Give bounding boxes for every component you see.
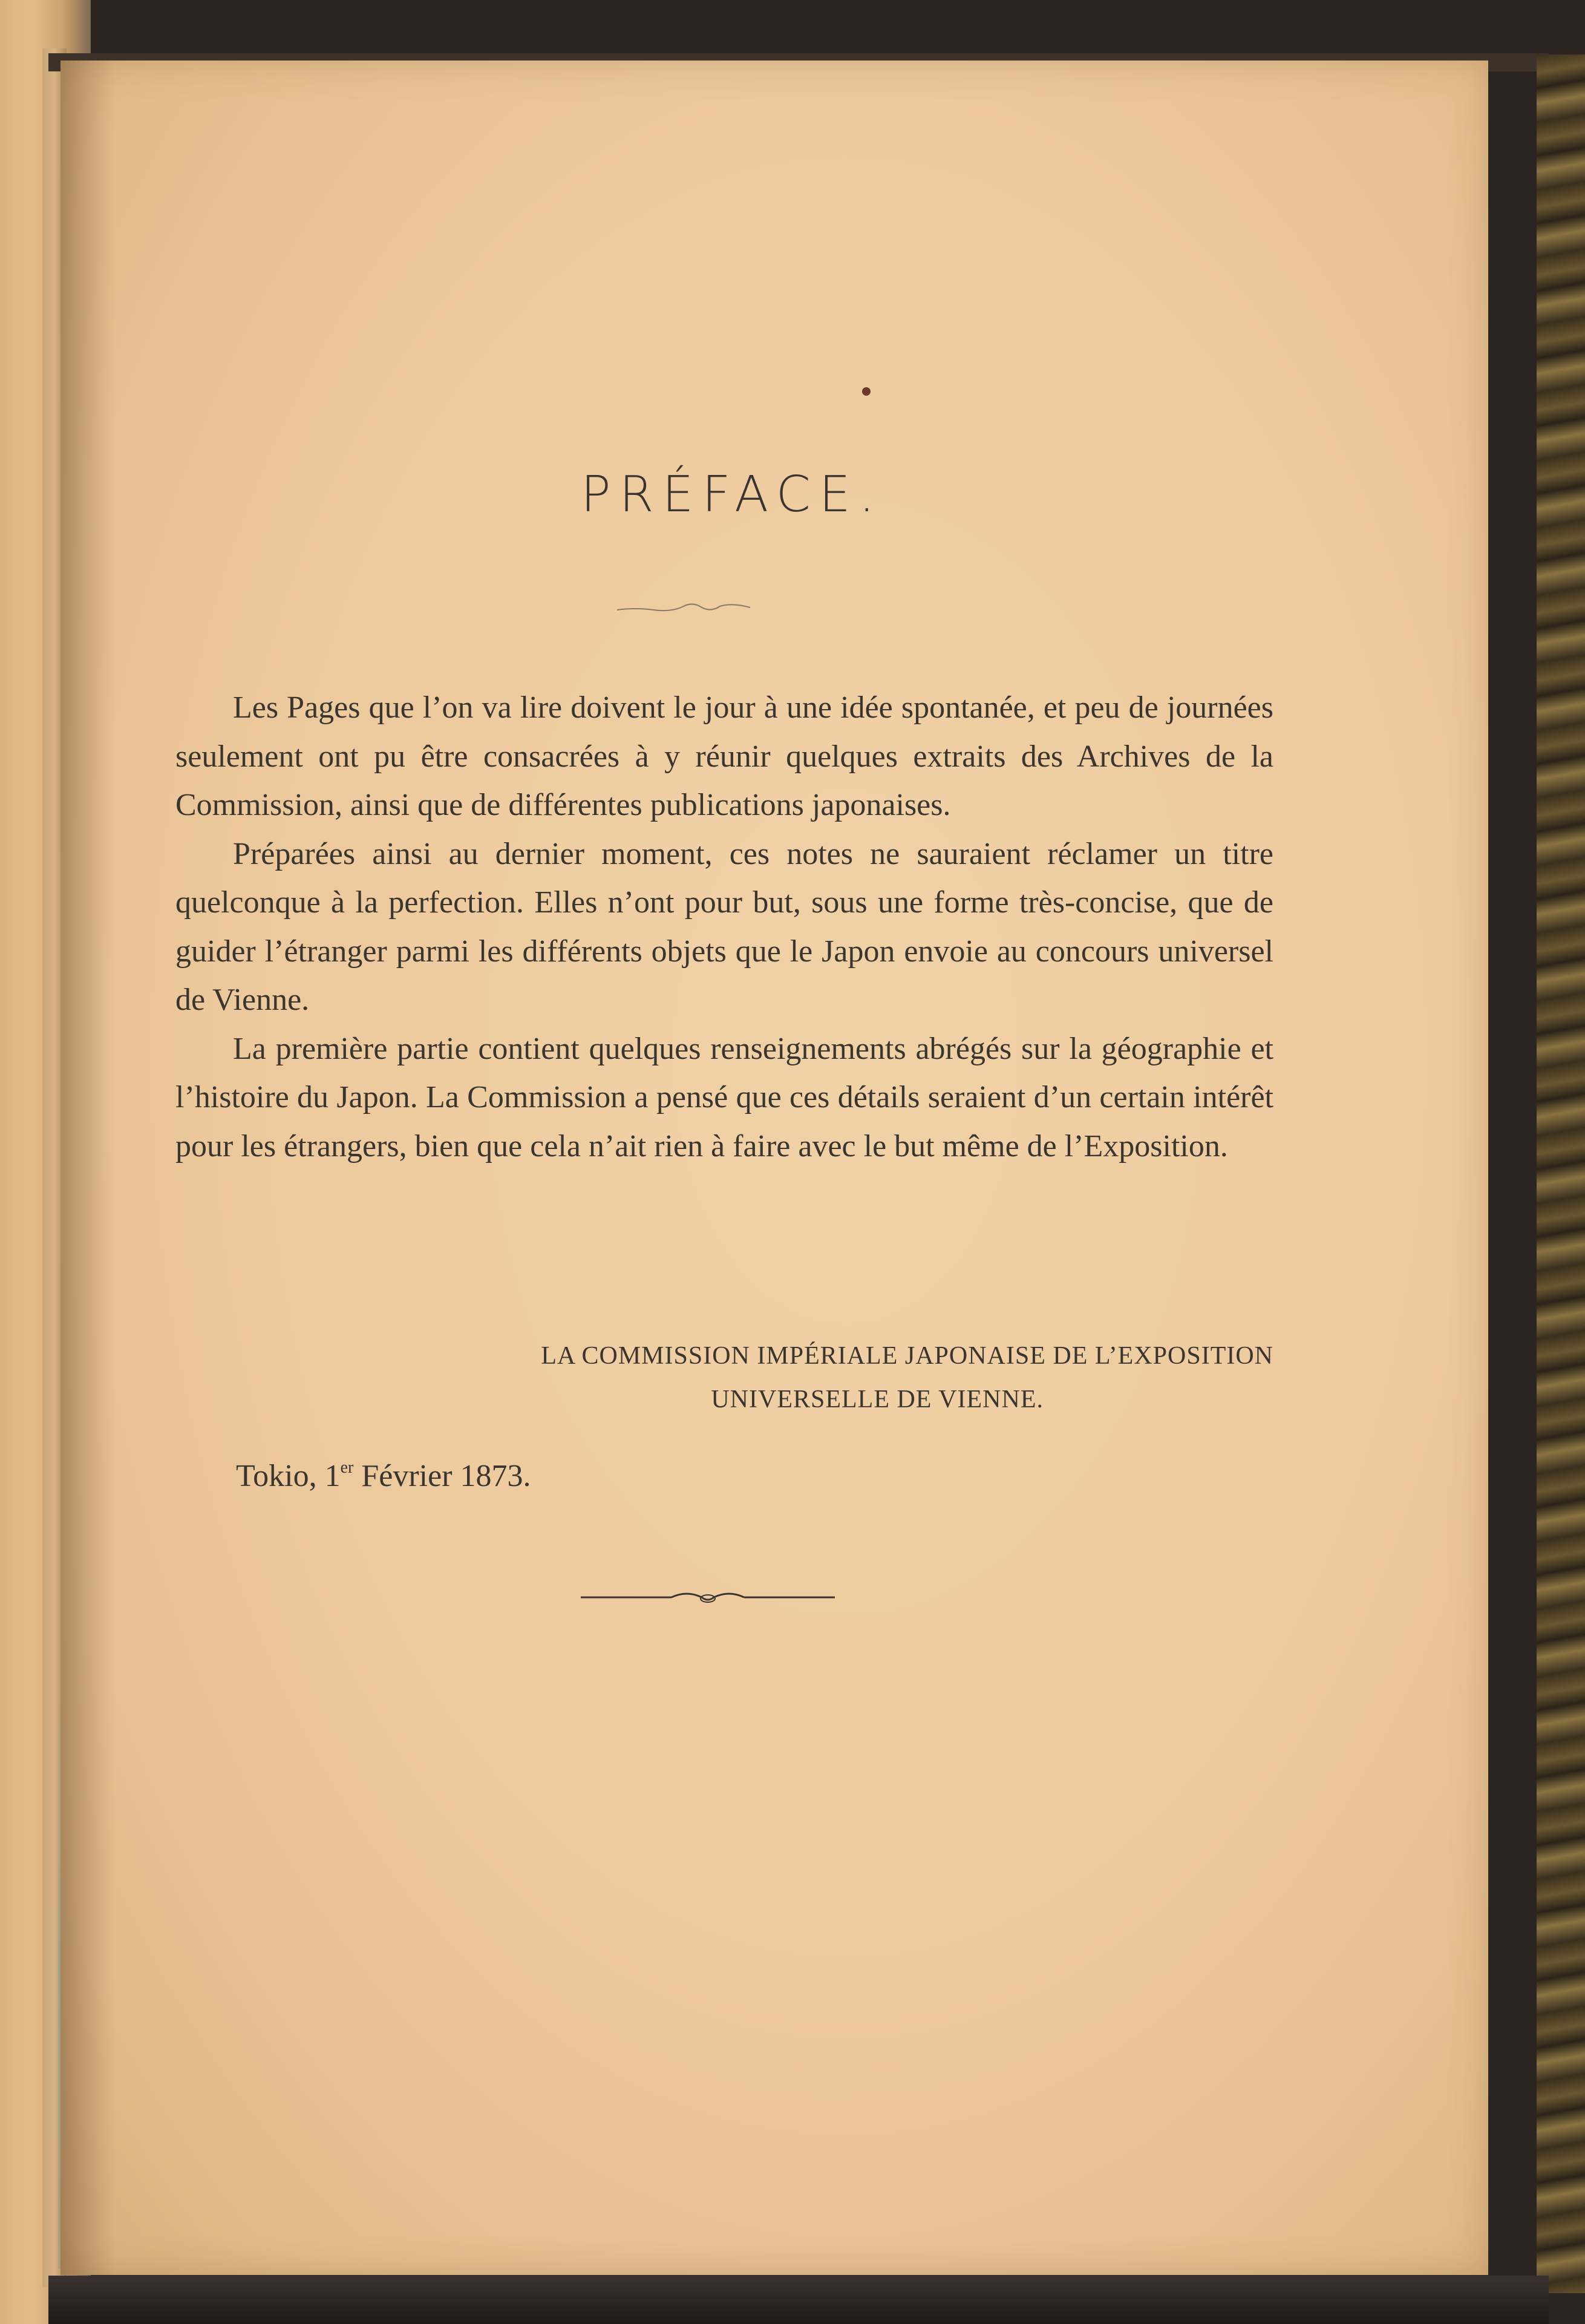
marbled-cover-edge — [1537, 54, 1585, 2293]
ink-dot — [862, 387, 871, 396]
paragraph-2: Préparées ainsi au dernier moment, ces notes ne sauraient réclamer un titre quelconque à la perfection. Elles n’ont pour but, sous une forme très-concise, que de guider l’étranger parmi les différents objets que le Japon envoie au concours universel de Vienne. — [175, 836, 1273, 1017]
date-prefix: Tokio, 1 — [236, 1459, 341, 1493]
page-title: PRÉFACE. — [581, 466, 883, 523]
signature-line-2: UNIVERSELLE DE VIENNE. — [711, 1386, 1044, 1413]
date-suffix: Février 1873. — [353, 1459, 531, 1493]
signature-line-1: LA COMMISSION IMPÉRIALE JAPONAISE DE L’EXPOSITION — [541, 1342, 1273, 1370]
end-flourish — [581, 1585, 835, 1609]
signature-block — [175, 1334, 1273, 1421]
preface-body — [175, 684, 1273, 1171]
cover-bottom-edge — [48, 2276, 1549, 2324]
date-superscript: er — [340, 1458, 354, 1477]
paragraph-1: Les Pages que l’on va lire doivent le jour à une idée spontanée, et peu de journées seulement ont pu être consacrées à y réunir quelques extraits des Archives de la Commission, ainsi que de différentes publications japonaises. — [175, 690, 1273, 822]
spine-shadow — [60, 61, 115, 2275]
title-flourish — [617, 599, 750, 617]
dateline — [236, 1458, 531, 1494]
paragraph-3: La première partie contient quelques renseignements abrégés sur la géographie et l’histoire du Japon. La Commission a pensé que ces détails seraient d’un certain intérêt pour les étrangers, bien que cela n’ait rien à faire avec le but même de l’Exposition. — [175, 1031, 1273, 1164]
